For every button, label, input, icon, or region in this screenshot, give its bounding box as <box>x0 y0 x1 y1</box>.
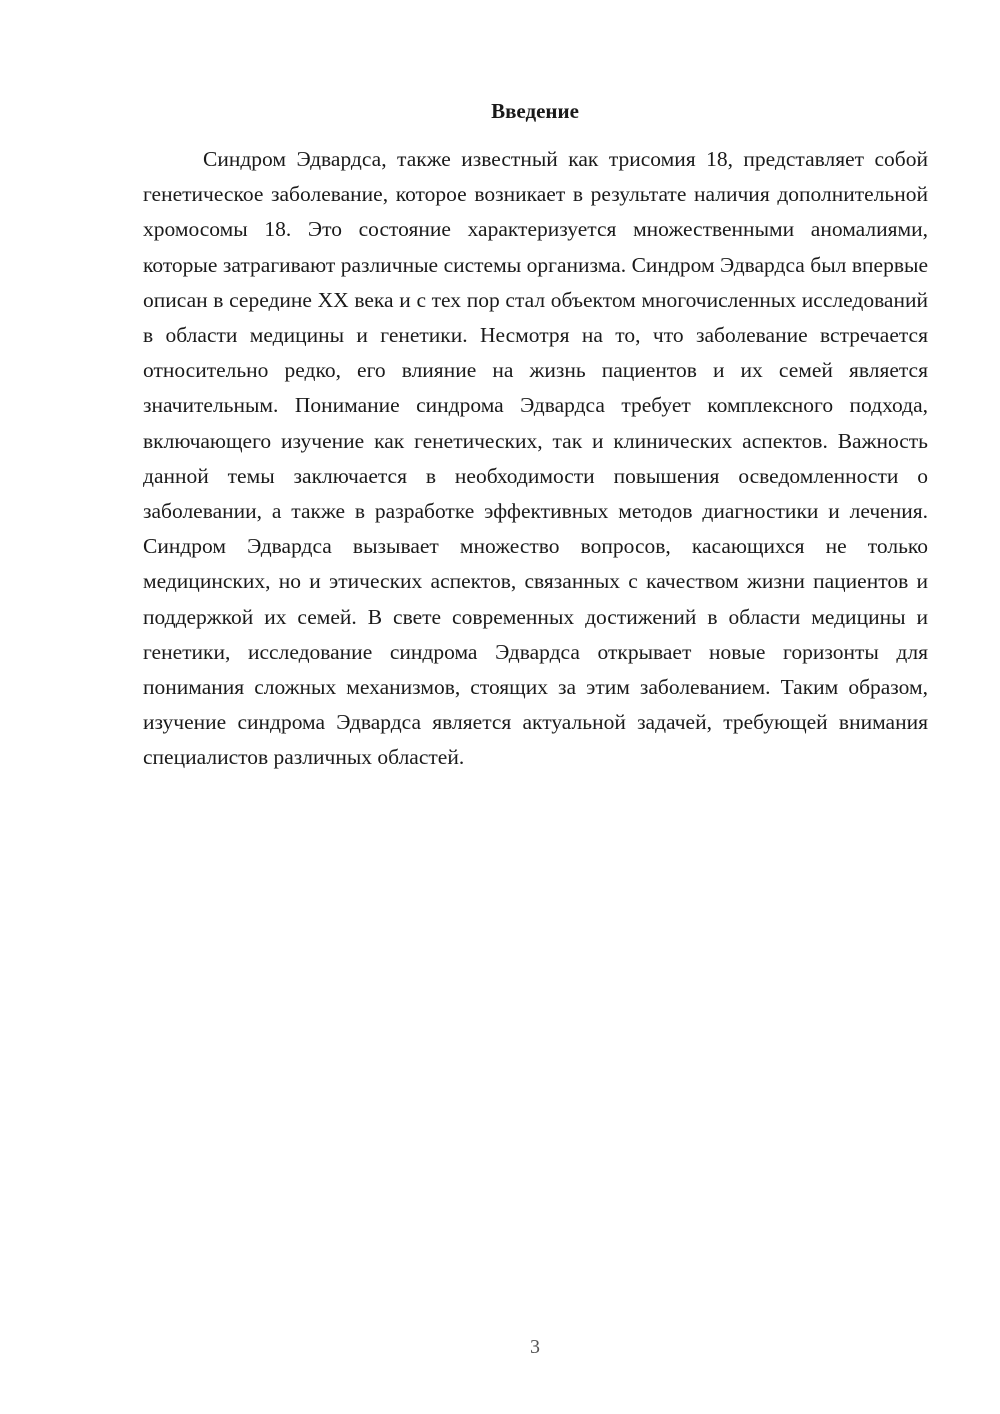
page-number: 3 <box>530 1336 540 1358</box>
body-paragraph: Синдром Эдвардса, также известный как трисомия 18, представляет собой генетическое заболевание, которое возникает в результате наличия дополнительной хромосомы 18. Это состояние характеризуется множественными аномалиями, которые затрагивают различные системы организма. Синдром Эдвардса был впервые описан в середине XX века и с тех пор стал объектом многочисленных исследований в области медицины и генетики. Несмотря на то, что заболевание встречается относительно редко, его влияние на жизнь пациентов и их семей является значительным. Понимание синдрома Эдвардса требует комплексного подхода, включающего изучение как генетических, так и клинических аспектов. Важность данной темы заключается в необходимости повышения осведомленности о заболевании, а также в разработке эффективных методов диагностики и лечения. Синдром Эдвардса вызывает множество вопросов, касающихся не только медицинских, но и этических аспектов, связанных с качеством жизни пациентов и поддержкой их семей. В свете современных достижений в области медицины и генетики, исследование синдрома Эдвардса открывает новые горизонты для понимания сложных механизмов, стоящих за этим заболеванием. Таким образом, изучение синдрома Эдвардса является актуальной задачей, требующей внимания специалистов различных областей. <box>143 147 928 770</box>
section-heading: Введение <box>491 99 579 123</box>
